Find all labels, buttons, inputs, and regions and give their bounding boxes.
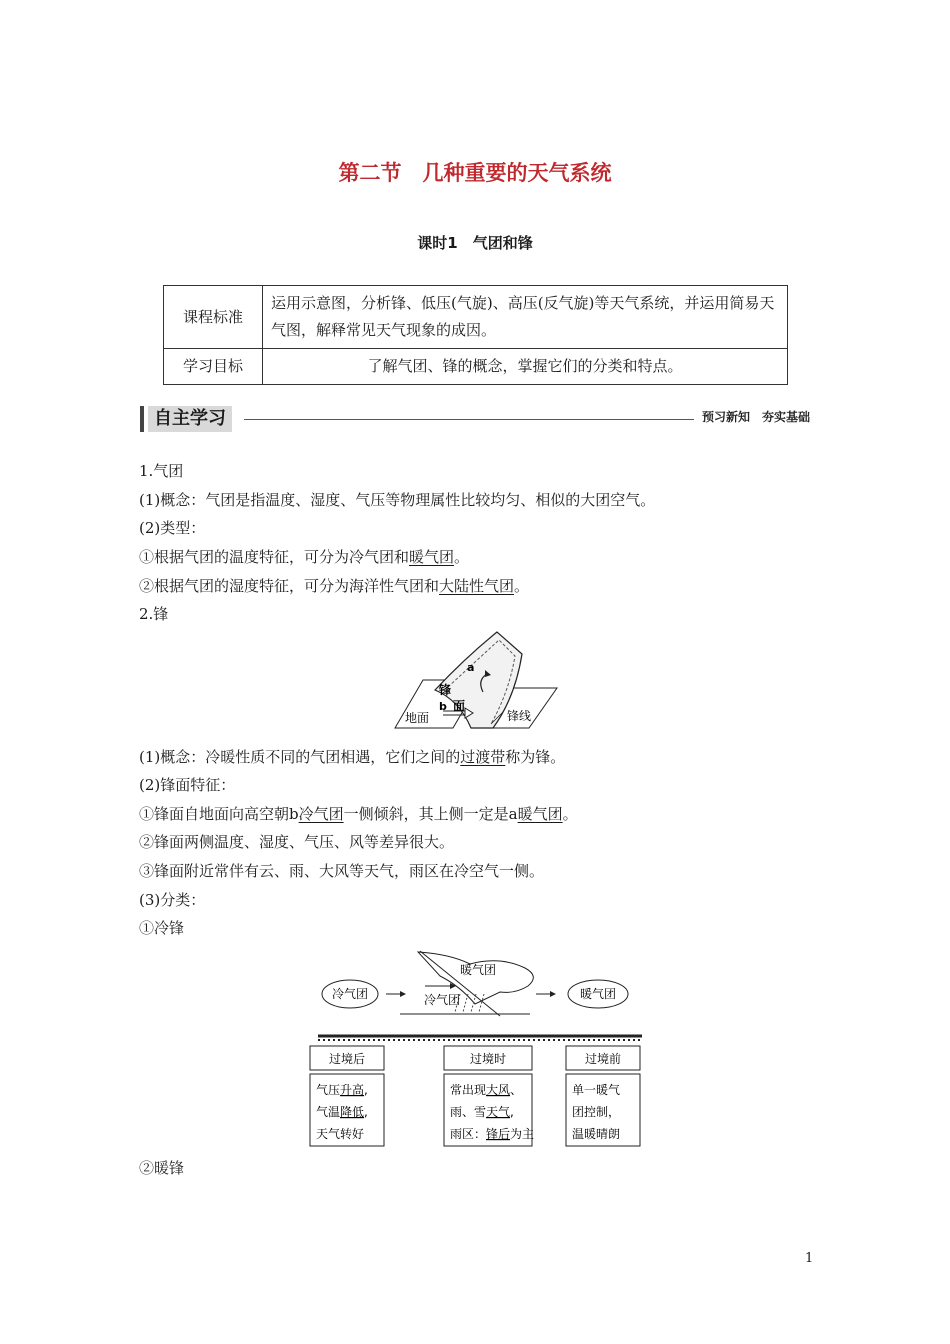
table-key: 课程标准 (164, 286, 263, 349)
answer-underline: 过渡带 (460, 748, 506, 766)
heading-air-mass: 1.气团 (139, 462, 184, 480)
label-front-line: 锋线 (507, 709, 532, 723)
answer-underline: 冷气团 (298, 805, 344, 823)
label-a: a (467, 661, 475, 674)
text-line: ②锋面两侧温度、湿度、气压、风等差异很大。 (139, 833, 455, 851)
page-title: 第二节 几种重要的天气系统 (338, 161, 612, 185)
text-line: ①锋面自地面向高空朝b冷气团一侧倾斜，其上侧一定是a暖气团。 (139, 805, 578, 823)
box-line: 雨区：锋后为主 (450, 1127, 535, 1141)
box-line: 常出现大风、 (450, 1083, 523, 1097)
text-line: (1)概念：气团是指温度、湿度、气压等物理属性比较均匀、相似的大团空气。 (139, 491, 656, 509)
front-diagram (385, 628, 565, 738)
box-header-text: 过境后 (328, 1052, 366, 1066)
text-line: (3)分类： (139, 891, 206, 909)
text-line: ①根据气团的温度特征，可分为冷气团和暖气团。 (139, 548, 470, 566)
answer-underline: 暖气团 (409, 548, 455, 566)
box-line: 气温降低, (316, 1105, 368, 1119)
answer-underline: 暖气团 (517, 805, 563, 823)
curriculum-table (163, 285, 788, 385)
cold-mass-label-mid: 冷气团 (424, 993, 461, 1007)
section-banner (140, 404, 812, 434)
text-line: ③锋面附近常伴有云、雨、大风等天气，雨区在冷空气一侧。 (139, 862, 545, 880)
table-value: 运用示意图，分析锋、低压(气旋)、高压(反气旋)等天气系统，并运用简易天气图，解释常见天气现象的成因。 (263, 286, 788, 349)
page-number: 1 (805, 1251, 814, 1266)
box-line: 单一暖气 (572, 1083, 621, 1097)
box-line: 团控制， (572, 1105, 621, 1119)
table-key: 学习目标 (164, 349, 263, 385)
answer-underline: 大陆性气团 (439, 577, 515, 595)
label-ground: 地面 (405, 711, 430, 725)
box-header-text: 过境时 (469, 1052, 507, 1066)
banner-label: 自主学习 (148, 406, 232, 432)
heading-front: 2.锋 (139, 605, 169, 623)
text-line: (2)锋面特征： (139, 776, 236, 794)
banner-bar (140, 406, 144, 432)
banner-tagline: 预习新知 夯实基础 (701, 410, 810, 424)
table-row (164, 286, 788, 349)
warm-mass-label: 暖气团 (580, 987, 617, 1001)
text-line: ②根据气团的湿度特征，可分为海洋性气团和大陆性气团。 (139, 577, 530, 595)
text-line: ①冷锋 (139, 919, 185, 937)
table-row (164, 349, 788, 385)
box-line: 气压升高, (316, 1083, 368, 1097)
text-line: (2)类型： (139, 519, 206, 537)
transit-boxes (310, 1046, 640, 1146)
lesson-subtitle: 课时1 气团和锋 (417, 234, 533, 252)
label-front-1: 锋 (439, 683, 452, 697)
cold-mass-label: 冷气团 (332, 987, 369, 1001)
text-line: ②暖锋 (139, 1159, 185, 1177)
table-value: 了解气团、锋的概念，掌握它们的分类和特点。 (263, 349, 788, 385)
warm-mass-label-mid: 暖气团 (460, 963, 497, 977)
banner-rule (244, 419, 694, 420)
box-header-text: 过境前 (584, 1052, 622, 1066)
label-b: b (439, 700, 447, 713)
label-front-2: 面 (453, 699, 466, 713)
cold-front-diagram (300, 946, 650, 1151)
box-line: 天气转好 (316, 1127, 365, 1141)
box-line: 温暖晴朗 (572, 1127, 621, 1141)
text-line: (1)概念：冷暖性质不同的气团相遇，它们之间的过渡带称为锋。 (139, 748, 566, 766)
box-line: 雨、雪天气, (450, 1105, 514, 1119)
